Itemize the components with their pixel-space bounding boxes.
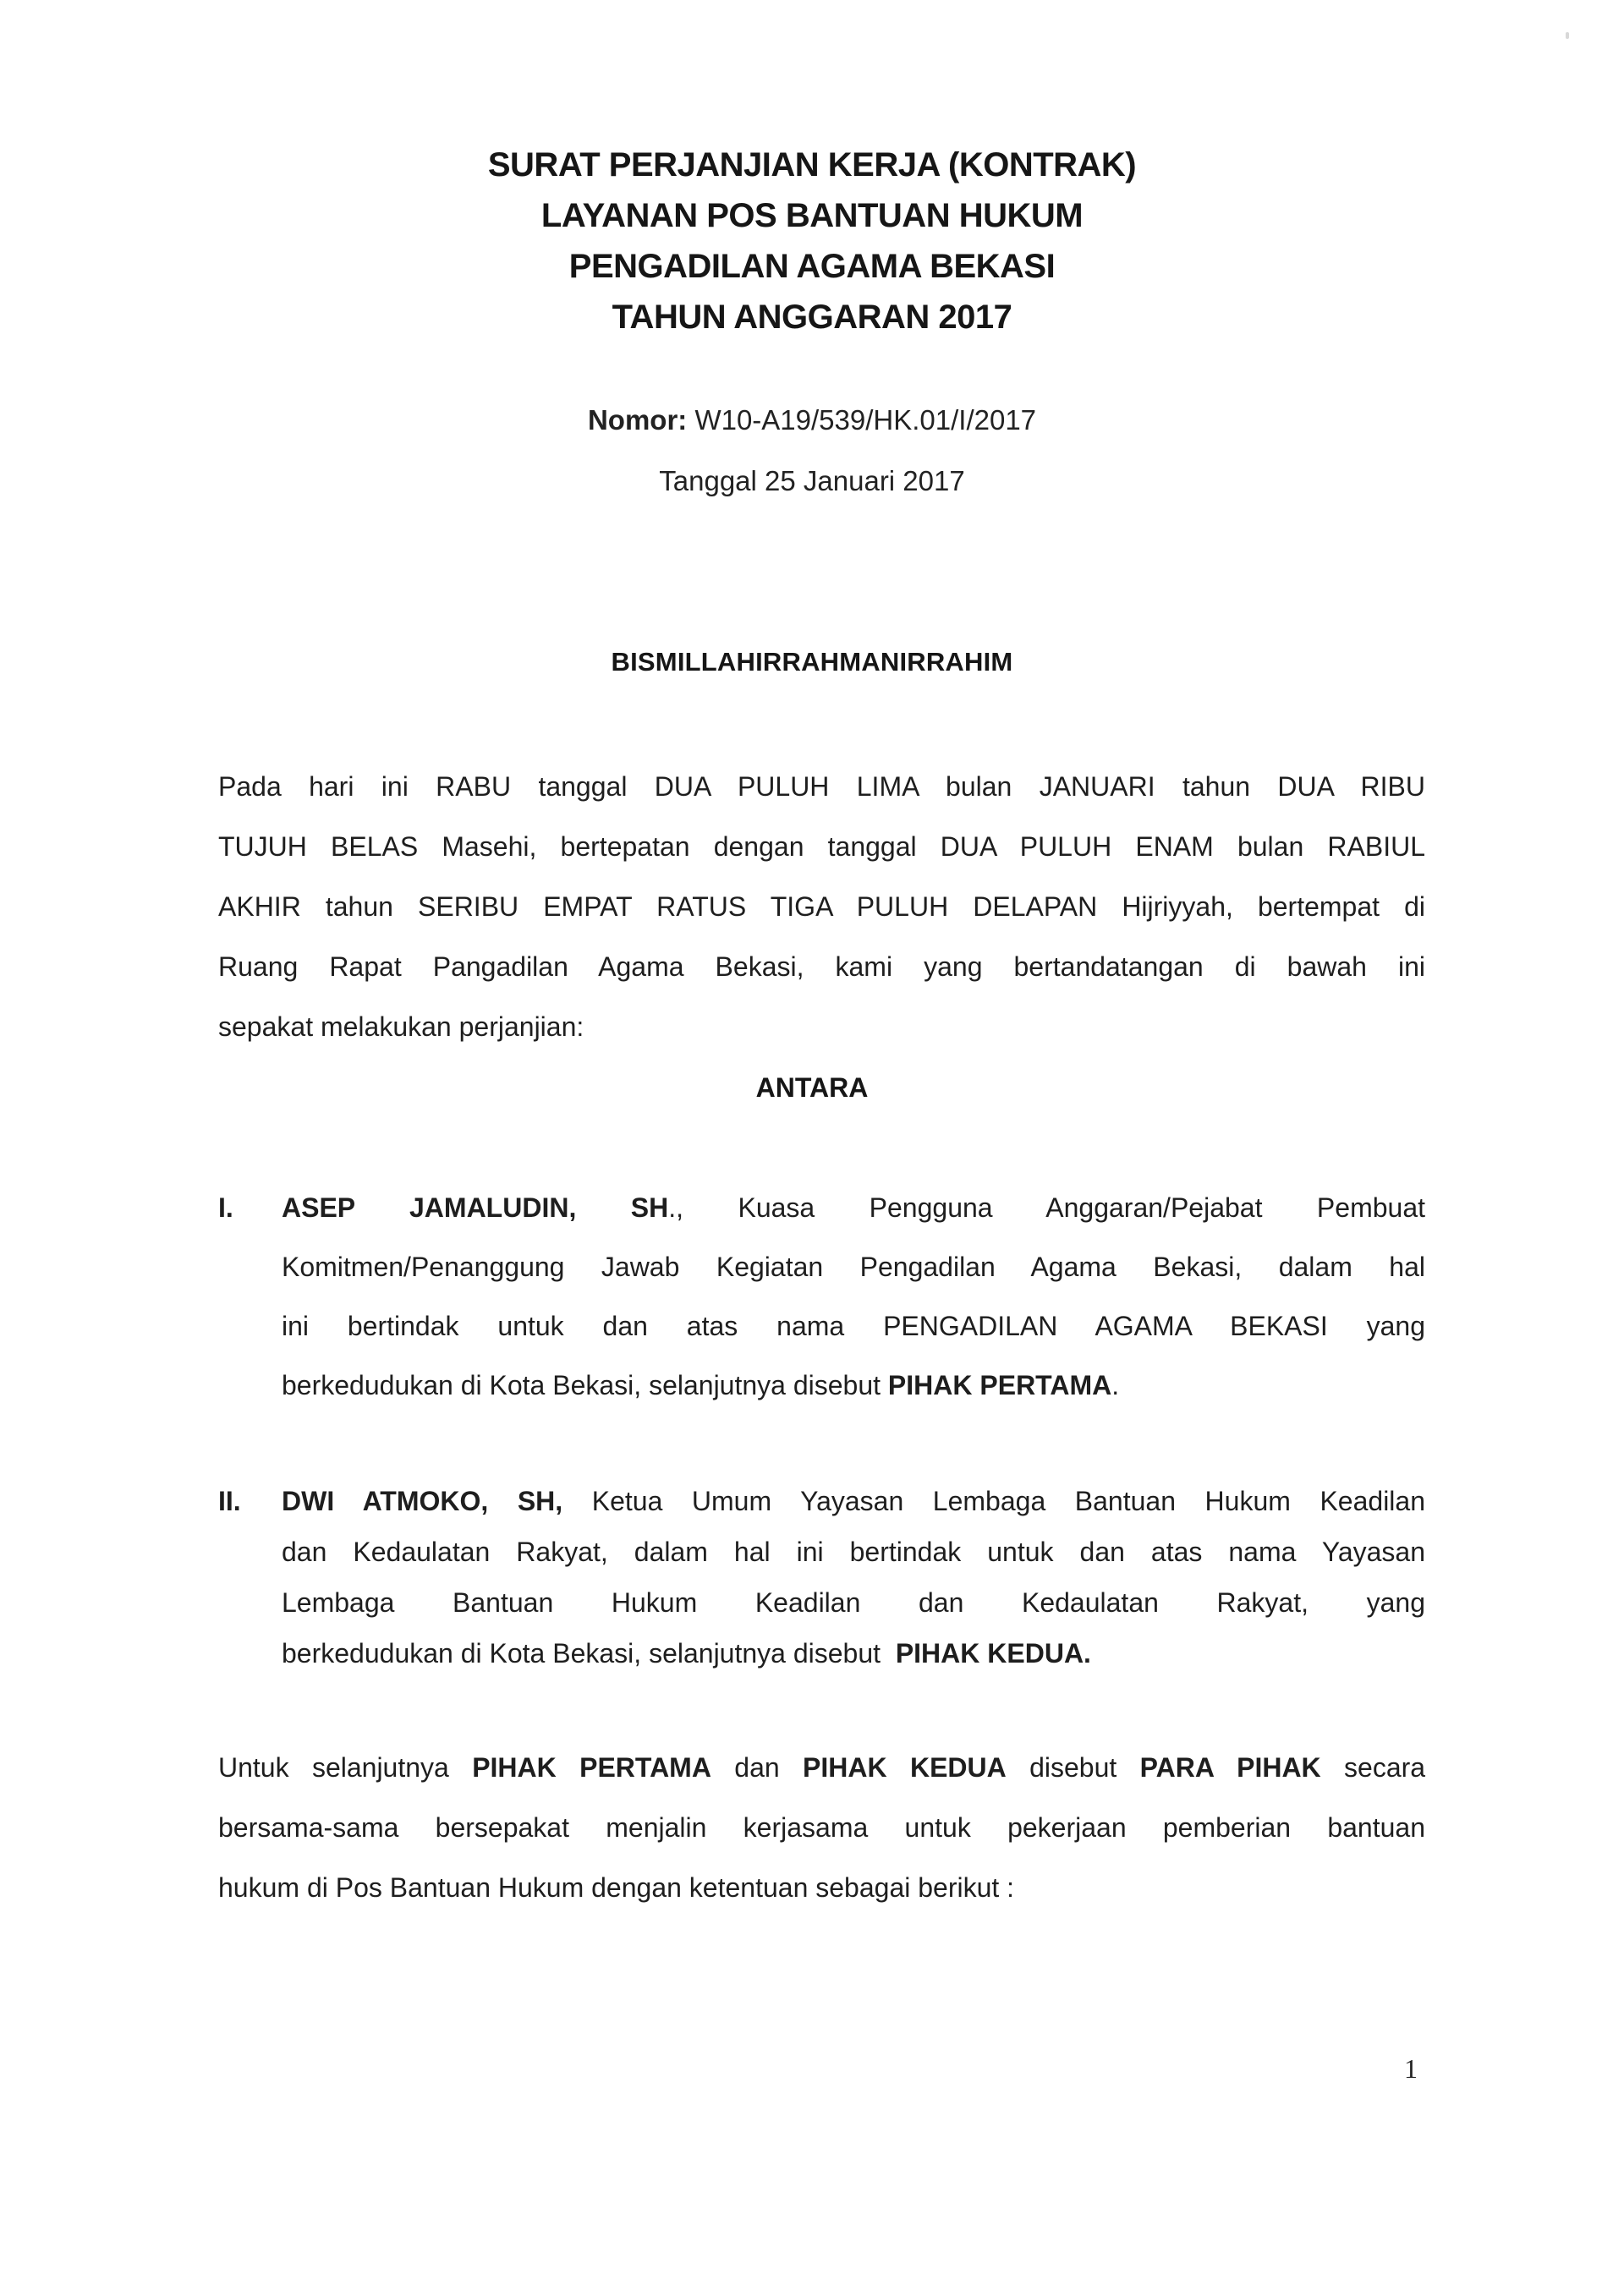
party-name: ASEP JAMALUDIN, SH bbox=[282, 1192, 669, 1223]
paragraph-line: Ruang Rapat Pangadilan Agama Bekasi, kami yang bertandatangan di bawah ini bbox=[218, 951, 1425, 982]
party-number: II. bbox=[218, 1486, 241, 1516]
party-name: DWI ATMOKO, SH, bbox=[282, 1486, 563, 1516]
document-title bbox=[0, 140, 1624, 342]
paragraph-text: disebut bbox=[1006, 1752, 1140, 1783]
paragraph-line: hukum di Pos Bantuan Hukum dengan ketentuan sebagai berikut : bbox=[218, 1872, 1015, 1903]
title-line: SURAT PERJANJIAN KERJA (KONTRAK) bbox=[487, 146, 1137, 184]
party-designation: PIHAK KEDUA bbox=[803, 1752, 1007, 1783]
paragraph-text: dan bbox=[710, 1752, 804, 1783]
party-line bbox=[282, 1178, 1425, 1237]
title-line: TAHUN ANGGARAN 2017 bbox=[612, 299, 1012, 336]
party-designation: PIHAK PERTAMA bbox=[887, 1370, 1112, 1400]
party-line-text: berkedudukan di Kota Bekasi, selanjutnya disebut bbox=[282, 1370, 888, 1400]
party-line: Komitmen/Penanggung Jawab Kegiatan Pengadilan Agama Bekasi, dalam hal bbox=[282, 1252, 1425, 1282]
paragraph-text: secara bbox=[1320, 1752, 1426, 1783]
party-line-text: berkedudukan di Kota Bekasi, selanjutnya disebut bbox=[282, 1638, 896, 1669]
scan-speck bbox=[1566, 32, 1569, 39]
party-line bbox=[282, 1628, 1425, 1679]
paragraph-text: Untuk selanjutnya bbox=[218, 1752, 473, 1783]
paragraph-line: TUJUH BELAS Masehi, bertepatan dengan tanggal DUA PULUH ENAM bulan RABIUL bbox=[218, 831, 1425, 862]
party-line-text: . bbox=[1111, 1370, 1120, 1400]
party-line: Lembaga Bantuan Hukum Keadilan dan Kedaulatan Rakyat, yang bbox=[282, 1587, 1425, 1618]
party-designation: PIHAK KEDUA. bbox=[895, 1638, 1091, 1669]
party-line bbox=[282, 1356, 1425, 1415]
bismillah-heading: BISMILLAHIRRAHMANIRRAHIM bbox=[611, 647, 1013, 677]
closing-paragraph bbox=[218, 1738, 1425, 1918]
antara-heading: ANTARA bbox=[755, 1072, 869, 1103]
party-role: ., Kuasa Pengguna Anggaran/Pejabat Pembuat bbox=[668, 1192, 1426, 1223]
paragraph-line: bersama-sama bersepakat menjalin kerjasama untuk pekerjaan pemberian bantuan bbox=[218, 1812, 1425, 1843]
nomor-value: W10-A19/539/HK.01/I/2017 bbox=[687, 404, 1037, 436]
nomor-label: Nomor: bbox=[587, 404, 688, 436]
document-date: Tanggal 25 Januari 2017 bbox=[659, 465, 965, 496]
paragraph-line: AKHIR tahun SERIBU EMPAT RATUS TIGA PULUH DELAPAN Hijriyyah, bertempat di bbox=[218, 891, 1425, 922]
paragraph-line bbox=[218, 1738, 1425, 1798]
party-line bbox=[282, 1476, 1425, 1526]
title-line: PENGADILAN AGAMA BEKASI bbox=[568, 248, 1056, 285]
party-role: Ketua Umum Yayasan Lembaga Bantuan Hukum Keadilan bbox=[562, 1486, 1426, 1516]
party-line: ini bertindak untuk dan atas nama PENGADILAN AGAMA BEKASI yang bbox=[282, 1311, 1425, 1341]
paragraph-line: Pada hari ini RABU tanggal DUA PULUH LIMA bulan JANUARI tahun DUA RIBU bbox=[218, 771, 1425, 802]
party-designation: PIHAK PERTAMA bbox=[472, 1752, 711, 1783]
opening-paragraph bbox=[218, 757, 1425, 1057]
document-number bbox=[0, 404, 1624, 436]
party-line: dan Kedaulatan Rakyat, dalam hal ini bertindak untuk dan atas nama Yayasan bbox=[282, 1537, 1425, 1567]
title-line: LAYANAN POS BANTUAN HUKUM bbox=[540, 197, 1084, 234]
parties-designation: PARA PIHAK bbox=[1139, 1752, 1321, 1783]
party-number: I. bbox=[218, 1192, 233, 1223]
page-number: 1 bbox=[1404, 2053, 1418, 2084]
paragraph-line: sepakat melakukan perjanjian: bbox=[218, 1011, 584, 1042]
